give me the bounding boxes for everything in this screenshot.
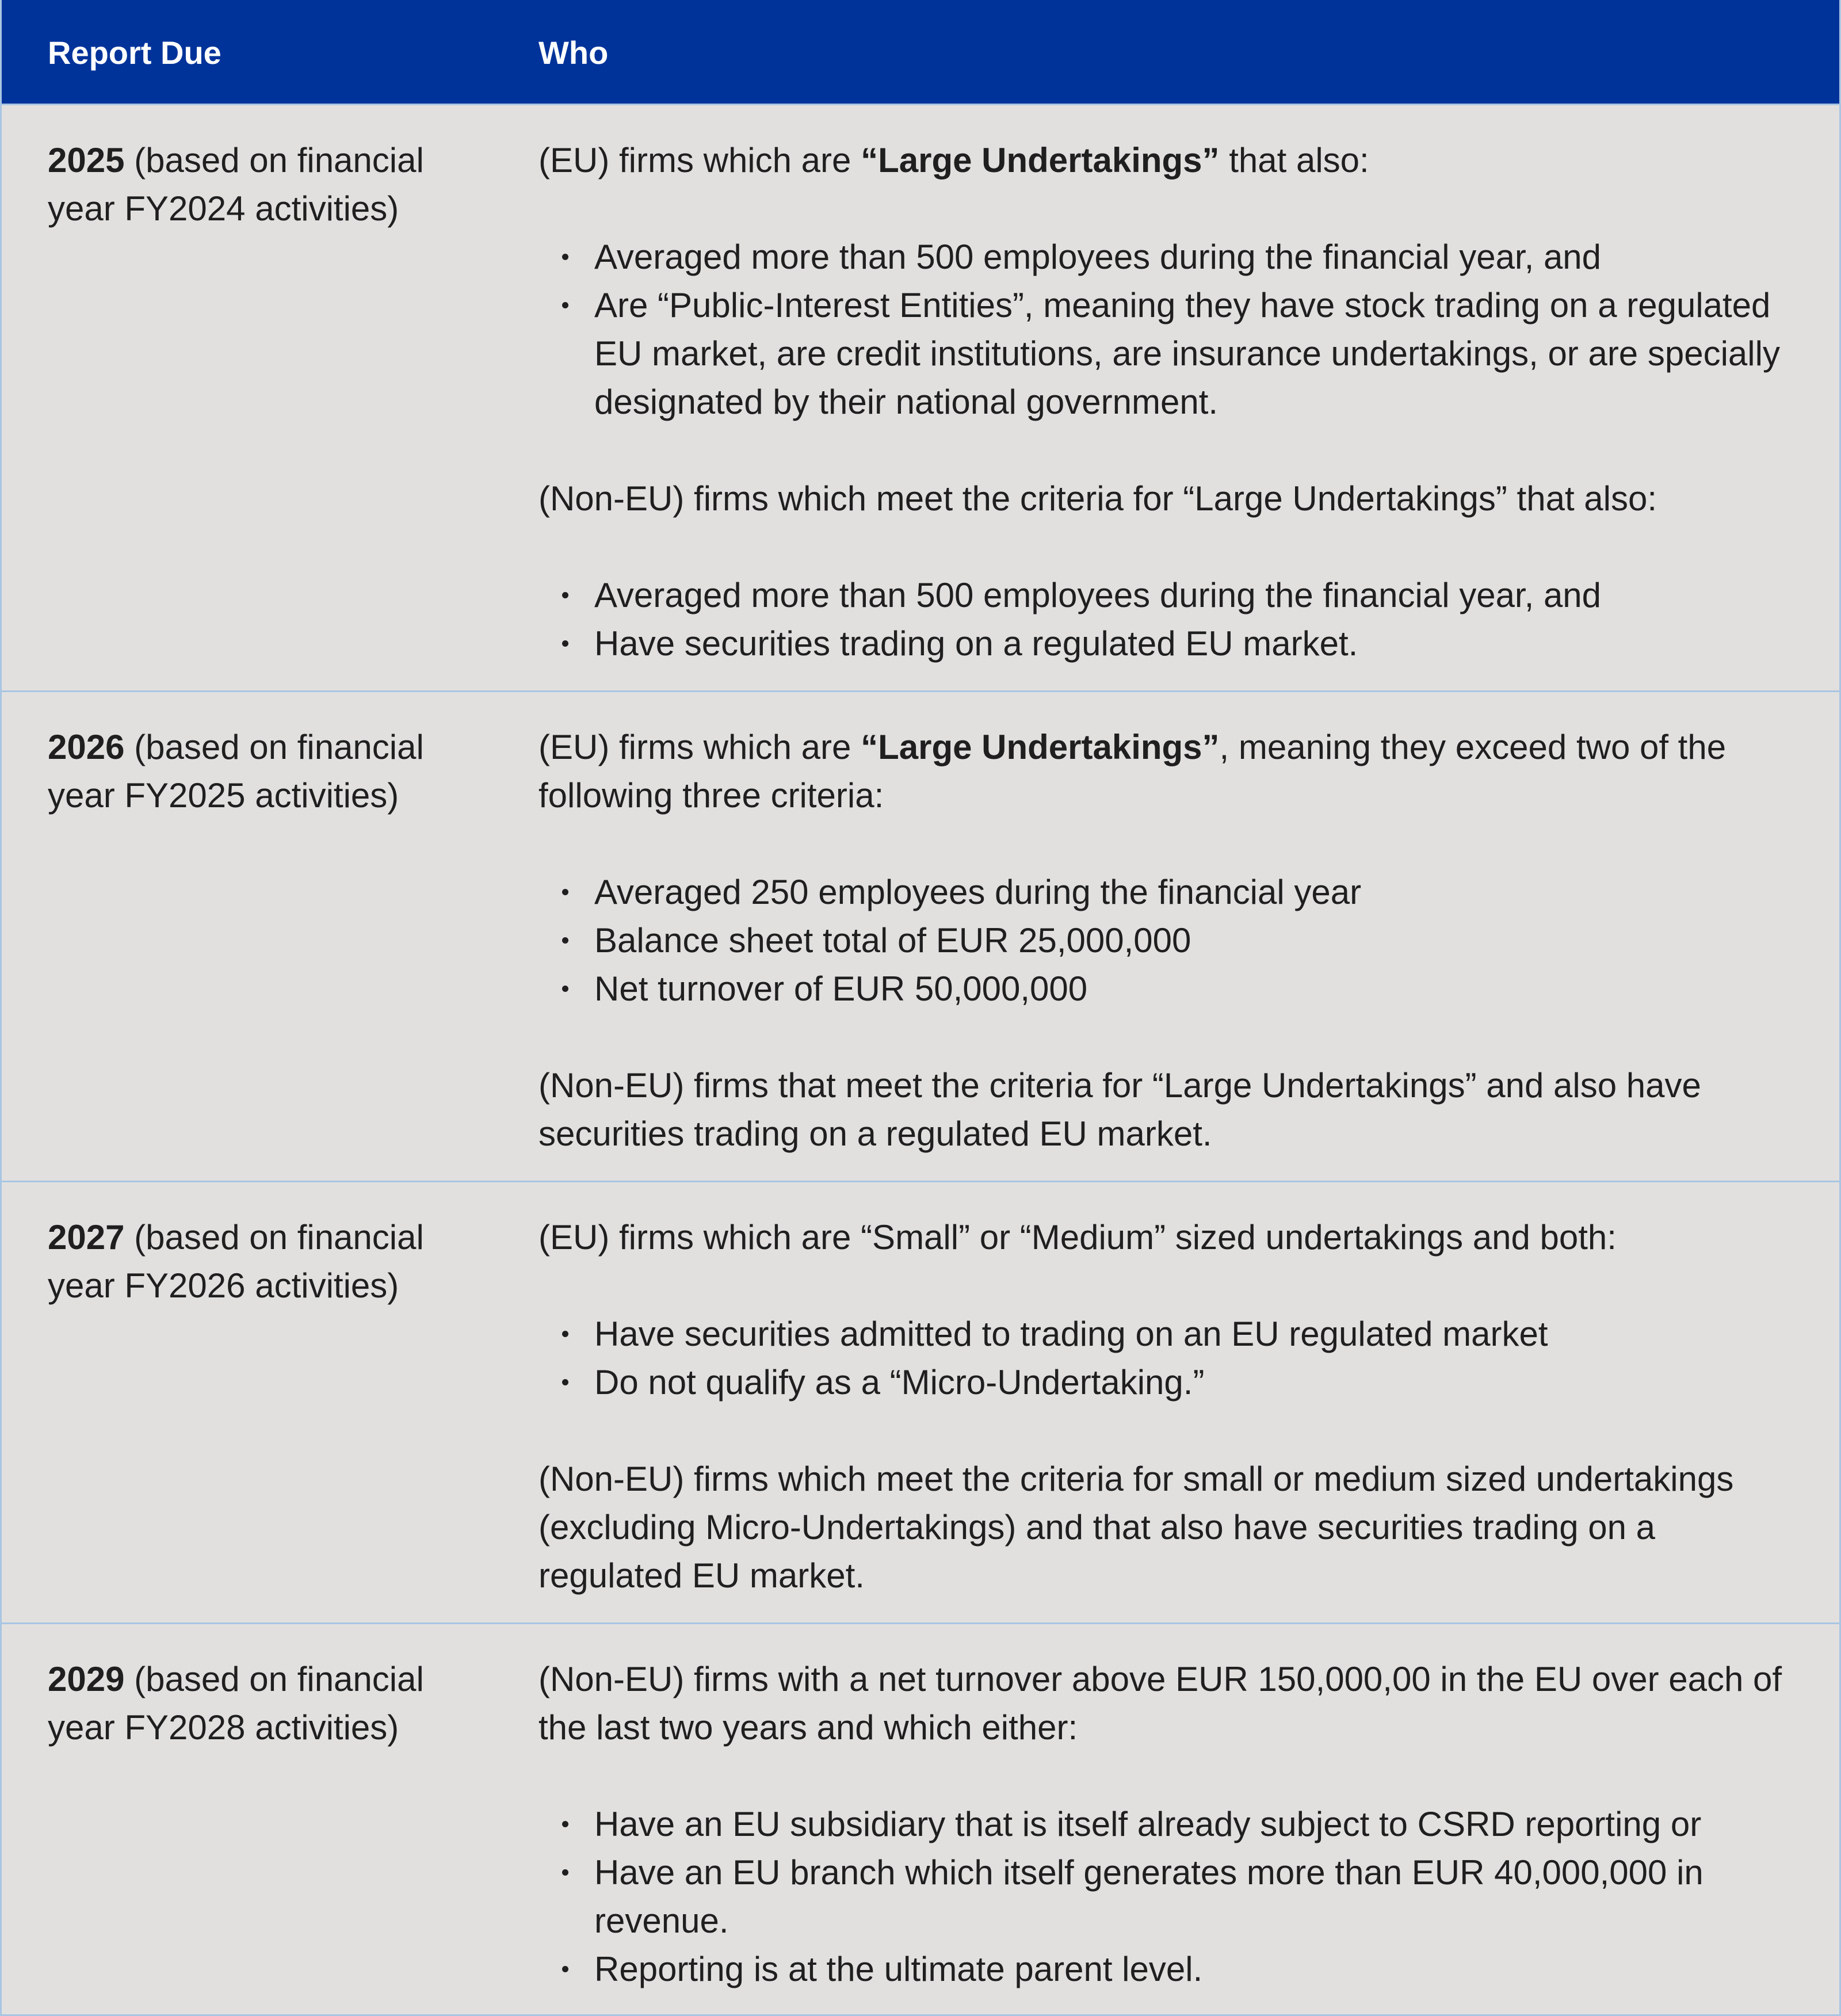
report-year: 2029 bbox=[48, 1660, 125, 1698]
who-cell bbox=[538, 723, 1787, 1158]
list-item: Net turnover of EUR 50,000,000 bbox=[538, 965, 1787, 1013]
non-eu-criteria-intro: (Non-EU) firms which meet the criteria for “Large Undertakings” that also: bbox=[538, 479, 1657, 518]
eu-criteria-list bbox=[538, 1310, 1787, 1407]
list-item: Reporting is at the ultimate parent level. bbox=[538, 1945, 1787, 1994]
table-row bbox=[2, 104, 1839, 690]
non-eu-criteria-list bbox=[538, 1800, 1787, 1994]
eu-criteria-intro: (EU) firms which are “Small” or “Medium” sized undertakings and both: bbox=[538, 1218, 1617, 1257]
report-basis: (based on financial year FY2026 activities) bbox=[48, 1218, 424, 1305]
eu-criteria-intro: (EU) firms which are “Large Undertakings” that also: bbox=[538, 141, 1369, 180]
list-item: Balance sheet total of EUR 25,000,000 bbox=[538, 917, 1787, 965]
who-cell bbox=[538, 1655, 1787, 1994]
report-year: 2026 bbox=[48, 728, 125, 766]
list-item: Have an EU subsidiary that is itself already subject to CSRD reporting or bbox=[538, 1800, 1787, 1849]
non-eu-criteria-list bbox=[538, 571, 1787, 668]
report-year: 2025 bbox=[48, 141, 125, 180]
list-item: Have an EU branch which itself generates more than EUR 40,000,000 in revenue. bbox=[538, 1849, 1787, 1945]
eu-criteria-list bbox=[538, 868, 1787, 1013]
non-eu-criteria-text: (Non-EU) firms which meet the criteria for small or medium sized undertakings (excluding Micro-Undertakings) and that also have securities trading on a regulated EU market. bbox=[538, 1460, 1734, 1595]
eu-criteria-intro: (EU) firms which are “Large Undertakings”, meaning they exceed two of the following three criteria: bbox=[538, 728, 1727, 815]
list-item: Averaged more than 500 employees during the financial year, and bbox=[538, 233, 1787, 281]
column-header-report-due: Report Due bbox=[48, 35, 221, 71]
who-cell bbox=[538, 1213, 1787, 1600]
list-item: Averaged 250 employees during the financial year bbox=[538, 868, 1787, 917]
list-item: Are “Public-Interest Entities”, meaning they have stock trading on a regulated EU market, are credit institutions, are insurance undertakings, or are specially designated by their national government. bbox=[538, 281, 1787, 426]
list-item: Do not qualify as a “Micro-Undertaking.” bbox=[538, 1358, 1787, 1407]
list-item: Have securities trading on a regulated EU market. bbox=[538, 620, 1787, 668]
eu-criteria-list bbox=[538, 233, 1787, 426]
table-row bbox=[2, 1181, 1839, 1622]
report-basis: (based on financial year FY2028 activities) bbox=[48, 1660, 424, 1747]
report-year: 2027 bbox=[48, 1218, 125, 1257]
list-item: Averaged more than 500 employees during the financial year, and bbox=[538, 571, 1787, 620]
non-eu-criteria-intro: (Non-EU) firms with a net turnover above EUR 150,000,00 in the EU over each of the last two years and which either: bbox=[538, 1660, 1782, 1747]
report-due-cell bbox=[48, 1213, 485, 1310]
who-cell bbox=[538, 136, 1787, 668]
table-header bbox=[2, 0, 1839, 104]
report-basis: (based on financial year FY2025 activities) bbox=[48, 728, 424, 815]
list-item: Have securities admitted to trading on an EU regulated market bbox=[538, 1310, 1787, 1358]
table-row bbox=[2, 1622, 1839, 2014]
report-due-cell bbox=[48, 1655, 485, 1752]
non-eu-criteria-text: (Non-EU) firms that meet the criteria for “Large Undertakings” and also have securities trading on a regulated EU market. bbox=[538, 1066, 1701, 1153]
report-due-cell bbox=[48, 723, 485, 820]
column-header-who: Who bbox=[538, 35, 609, 71]
table-row bbox=[2, 690, 1839, 1181]
report-due-cell bbox=[48, 136, 485, 233]
report-basis: (based on financial year FY2024 activities) bbox=[48, 141, 424, 228]
